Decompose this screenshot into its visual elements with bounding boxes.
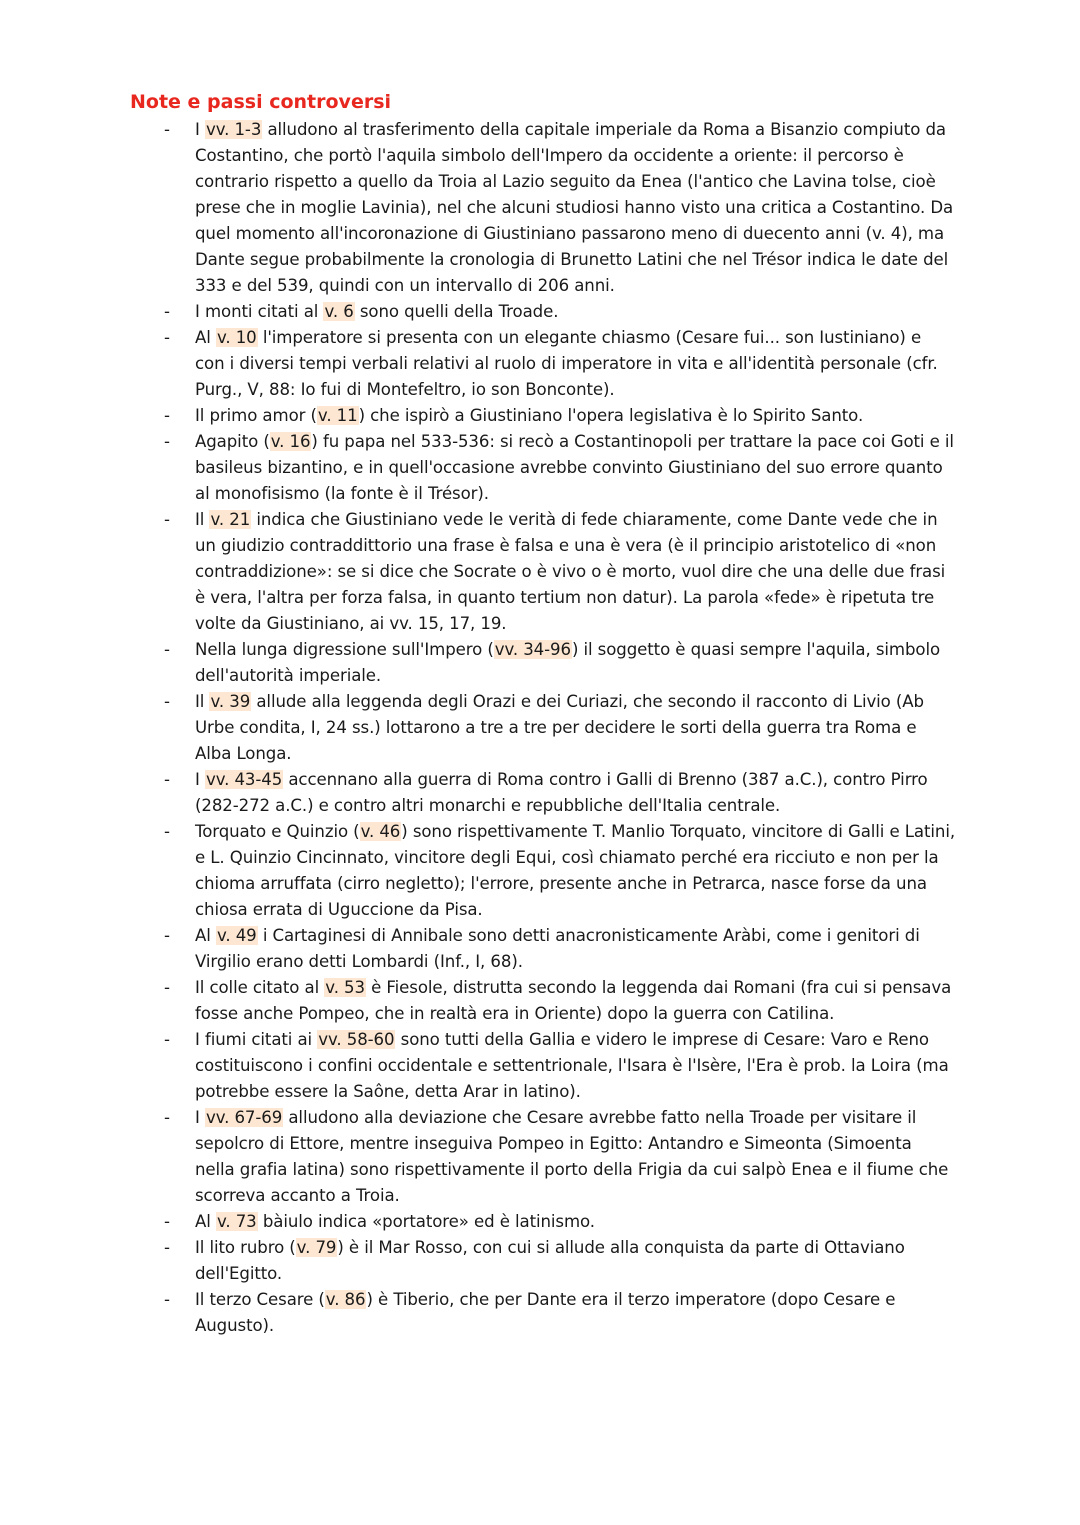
verse-reference-highlight: v. 10 (216, 328, 257, 347)
verse-reference-highlight: v. 73 (216, 1212, 257, 1231)
note-text-before: Il primo amor ( (195, 406, 317, 425)
verse-reference-highlight: v. 6 (324, 302, 354, 321)
note-item (0, 767, 955, 819)
bullet-dash: - (164, 770, 170, 789)
note-text-before: Il colle citato al (195, 978, 325, 997)
bullet-dash: - (164, 640, 170, 659)
note-text-after: ) sono rispettivamente T. Manlio Torquato, vincitore di Galli e Latini, e L. Quinzio Cincinnato, vincitore degli Equi, così chiamato perché era ricciuto e non per la chioma arruffata (cirro negletto); l'errore, presente anche in Petrarca, nasce forse da una chiosa errata di Uguccione da Pisa. (195, 822, 956, 919)
note-text-before: I monti citati al (195, 302, 324, 321)
note-item (0, 689, 955, 767)
note-text-before: Il terzo Cesare ( (195, 1290, 325, 1309)
verse-reference-highlight: v. 11 (317, 406, 358, 425)
verse-reference-highlight: v. 46 (360, 822, 401, 841)
note-text-before: I (195, 770, 205, 789)
verse-reference-highlight: v. 86 (325, 1290, 366, 1309)
bullet-dash: - (164, 406, 170, 425)
note-item (0, 117, 955, 299)
bullet-dash: - (164, 926, 170, 945)
note-text-after: i Cartaginesi di Annibale sono detti anacronisticamente Aràbi, come i genitori di Virgilio erano detti Lombardi (Inf., I, 68). (195, 926, 920, 971)
verse-reference-highlight: v. 16 (270, 432, 311, 451)
note-item (0, 325, 955, 403)
bullet-dash: - (164, 1108, 170, 1127)
note-text-after: ) fu papa nel 533-536: si recò a Costantinopoli per trattare la pace coi Goti e il basileus bizantino, e in quell'occasione avrebbe convinto Giustiniano del suo errore quanto al monofisismo (la fonte è il Trésor). (195, 432, 954, 503)
note-text-after: ) è Tiberio, che per Dante era il terzo imperatore (dopo Cesare e Augusto). (195, 1290, 896, 1335)
note-text-before: Al (195, 328, 216, 347)
bullet-dash: - (164, 432, 170, 451)
note-item (0, 1105, 955, 1209)
verse-reference-highlight: vv. 67-69 (205, 1108, 283, 1127)
note-text-before: Nella lunga digressione sull'Impero ( (195, 640, 494, 659)
verse-reference-highlight: vv. 58-60 (318, 1030, 395, 1049)
bullet-dash: - (164, 822, 170, 841)
bullet-dash: - (164, 302, 170, 321)
note-text-before: I fiumi citati ai (195, 1030, 318, 1049)
note-text-before: Al (195, 926, 216, 945)
note-item (0, 819, 955, 923)
note-text-after: ) il soggetto è quasi sempre l'aquila, simbolo dell'autorità imperiale. (195, 640, 941, 685)
note-text-before: Il lito rubro ( (195, 1238, 296, 1257)
note-item (0, 507, 955, 637)
note-text-after: indica che Giustiniano vede le verità di fede chiaramente, come Dante vede che in un giudizio contraddittorio una frase è falsa e una è vera (è il principio aristotelico di «non contraddizione»: se si dice che Socrate o è vivo o è morto, vuol dire che una delle due frasi è vera, l'altra per forza falsa, in quanto tertium non datur). La parola «fede» è ripetuta tre volte da Giustiniano, ai vv. 15, 17, 19. (195, 510, 946, 633)
note-text-after: sono tutti della Gallia e videro le imprese di Cesare: Varo e Reno costituiscono i confini occidentale e settentrionale, l'Isara è l'Isère, l'Era è prob. la Loira (ma potrebbe essere la Saône, detta Arar in latino). (195, 1030, 949, 1101)
verse-reference-highlight: vv. 34-96 (494, 640, 571, 659)
bullet-dash: - (164, 1212, 170, 1231)
note-text-after: accennano alla guerra di Roma contro i Galli di Brenno (387 a.C.), contro Pirro (282-272 a.C.) e contro altri monarchi e repubbliche dell'Italia centrale. (195, 770, 928, 815)
note-text-after: sono quelli della Troade. (354, 302, 559, 321)
note-item (0, 429, 955, 507)
note-text-before: Il (195, 692, 210, 711)
note-item (0, 637, 955, 689)
notes-list (0, 117, 1080, 1339)
note-text-after: ) è il Mar Rosso, con cui si allude alla conquista da parte di Ottaviano dell'Egitto. (195, 1238, 905, 1283)
note-item (0, 1209, 955, 1235)
note-text-after: è Fiesole, distrutta secondo la leggenda dai Romani (fra cui si pensava fosse anche Pompeo, che in realtà era in Oriente) dopo la guerra con Catilina. (195, 978, 952, 1023)
bullet-dash: - (164, 1030, 170, 1049)
bullet-dash: - (164, 328, 170, 347)
note-item (0, 923, 955, 975)
note-text-before: Agapito ( (195, 432, 270, 451)
verse-reference-highlight: v. 21 (210, 510, 251, 529)
note-item (0, 975, 955, 1027)
note-text-before: Al (195, 1212, 216, 1231)
note-text-after: bàiulo indica «portatore» ed è latinismo. (257, 1212, 595, 1231)
note-item (0, 1027, 955, 1105)
verse-reference-highlight: v. 79 (296, 1238, 337, 1257)
section-title: Note e passi controversi (130, 91, 392, 113)
note-text-after: ) che ispirò a Giustiniano l'opera legislativa è lo Spirito Santo. (358, 406, 864, 425)
verse-reference-highlight: v. 53 (325, 978, 365, 997)
note-text-before: I (195, 120, 205, 139)
note-text-before: Torquato e Quinzio ( (195, 822, 360, 841)
note-text-after: alludono alla deviazione che Cesare avrebbe fatto nella Troade per visitare il sepolcro di Ettore, mentre inseguiva Pompeo in Egitto: Antandro e Simeonta (Simoenta nella grafia latina) sono rispettivamente il porto della Frigia da cui salpò Enea e il fiume che scorreva accanto a Troia. (195, 1108, 949, 1205)
bullet-dash: - (164, 978, 170, 997)
note-item (0, 1287, 955, 1339)
verse-reference-highlight: v. 39 (210, 692, 251, 711)
note-item (0, 403, 955, 429)
bullet-dash: - (164, 692, 170, 711)
verse-reference-highlight: vv. 1-3 (205, 120, 262, 139)
note-text-after: alludono al trasferimento della capitale imperiale da Roma a Bisanzio compiuto da Costantino, che portò l'aquila simbolo dell'Impero da occidente a oriente: il percorso è contrario rispetto a quello da Troia al Lazio seguito da Enea (l'antico che Lavina tolse, cioè prese che in moglie Lavinia), nel che alcuni studiosi hanno visto una critica a Costantino. Da quel momento all'incoronazione di Giustiniano passarono meno di duecento anni (v. 4), ma Dante segue probabilmente la cronologia di Brunetto Latini che nel Trésor indica le date del 333 e del 539, quindi con un intervallo di 206 anni. (195, 120, 954, 295)
verse-reference-highlight: v. 49 (216, 926, 257, 945)
bullet-dash: - (164, 1238, 170, 1257)
note-item (0, 299, 955, 325)
bullet-dash: - (164, 120, 170, 139)
note-text-before: I (195, 1108, 205, 1127)
bullet-dash: - (164, 510, 170, 529)
note-text-before: Il (195, 510, 210, 529)
note-text-after: l'imperatore si presenta con un elegante chiasmo (Cesare fui... son Iustiniano) e con i diversi tempi verbali relativi al ruolo di imperatore in vita e all'identità personale (cfr. Purg., V, 88: Io fui di Montefeltro, io son Bonconte). (195, 328, 938, 399)
verse-reference-highlight: vv. 43-45 (205, 770, 283, 789)
note-text-after: allude alla leggenda degli Orazi e dei Curiazi, che secondo il racconto di Livio (Ab Urbe condita, I, 24 ss.) lottarono a tre a tre per decidere le sorti della guerra tra Roma e Alba Longa. (195, 692, 924, 763)
bullet-dash: - (164, 1290, 170, 1309)
note-item (0, 1235, 955, 1287)
